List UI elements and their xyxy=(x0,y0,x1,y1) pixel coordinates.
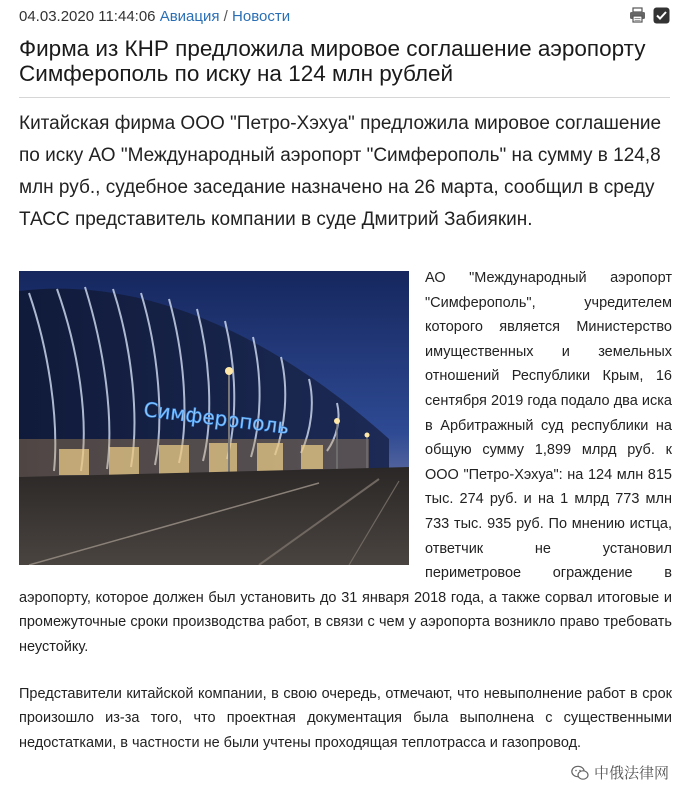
printer-icon[interactable] xyxy=(628,6,646,24)
breadcrumb-separator: / xyxy=(223,8,228,25)
article-lead: Китайская фирма ООО "Петро-Хэхуа" предложила мировое соглашение по иску АО "Международный аэропорт "Симферополь" на сумму в 124,8 млн руб., судебное заседание назначено на 26 марта, сообщил в среду ТАСС представитель компании в суде Дмитрий Забиякин. xyxy=(19,113,662,230)
checkbox-icon[interactable] xyxy=(652,6,670,24)
article-title: Фирма из КНР предложила мировое соглашение аэропорту Симферополь по иску на 124 млн рублей xyxy=(19,36,646,86)
category-link-news[interactable]: Новости xyxy=(232,8,291,25)
article-tools xyxy=(628,6,670,24)
article-paragraph: Представители китайской компании, в свою очередь, отмечают, что невыполнение работ в срок произошло из-за того, что проектная документация была выполнена с существенными недостатками, в частности не были учтены проходящая теплотрасса и газопровод. xyxy=(19,685,672,751)
publish-datetime: 04.03.2020 11:44:06 xyxy=(19,8,156,25)
article-paragraph: АО "Международный аэропорт "Симферополь", учредителем которого является Министерство имущественных и земельных отношений Республики Крым, 16 сентября 2019 года подало два иска в Арбитражный суд республики на общую сумму 1,899 млрд руб. к ООО "Петро-Хэхуа": на 124 млн 815 тыс. 274 руб. и на 1 млрд 773 млн 733 тыс. 935 руб. По мнению истца, ответчик не установил периметровое ограждение в аэропорту, которое должен был установить до 31 января 2018 года, а также сорвал итоговые и промежуточные сроки производства работ, в связи с чем у аэропорта возникло право требовать неустойку. xyxy=(19,270,672,655)
wechat-icon xyxy=(571,765,589,781)
watermark-text: 中俄法律网 xyxy=(593,765,669,782)
article-body xyxy=(19,266,672,755)
airport-sign: Симферополь xyxy=(142,397,291,439)
airport-photo xyxy=(19,271,409,565)
title-divider xyxy=(19,97,670,98)
article-meta xyxy=(19,8,290,25)
category-link-aviation[interactable]: Авиация xyxy=(159,8,220,25)
watermark xyxy=(568,761,672,784)
